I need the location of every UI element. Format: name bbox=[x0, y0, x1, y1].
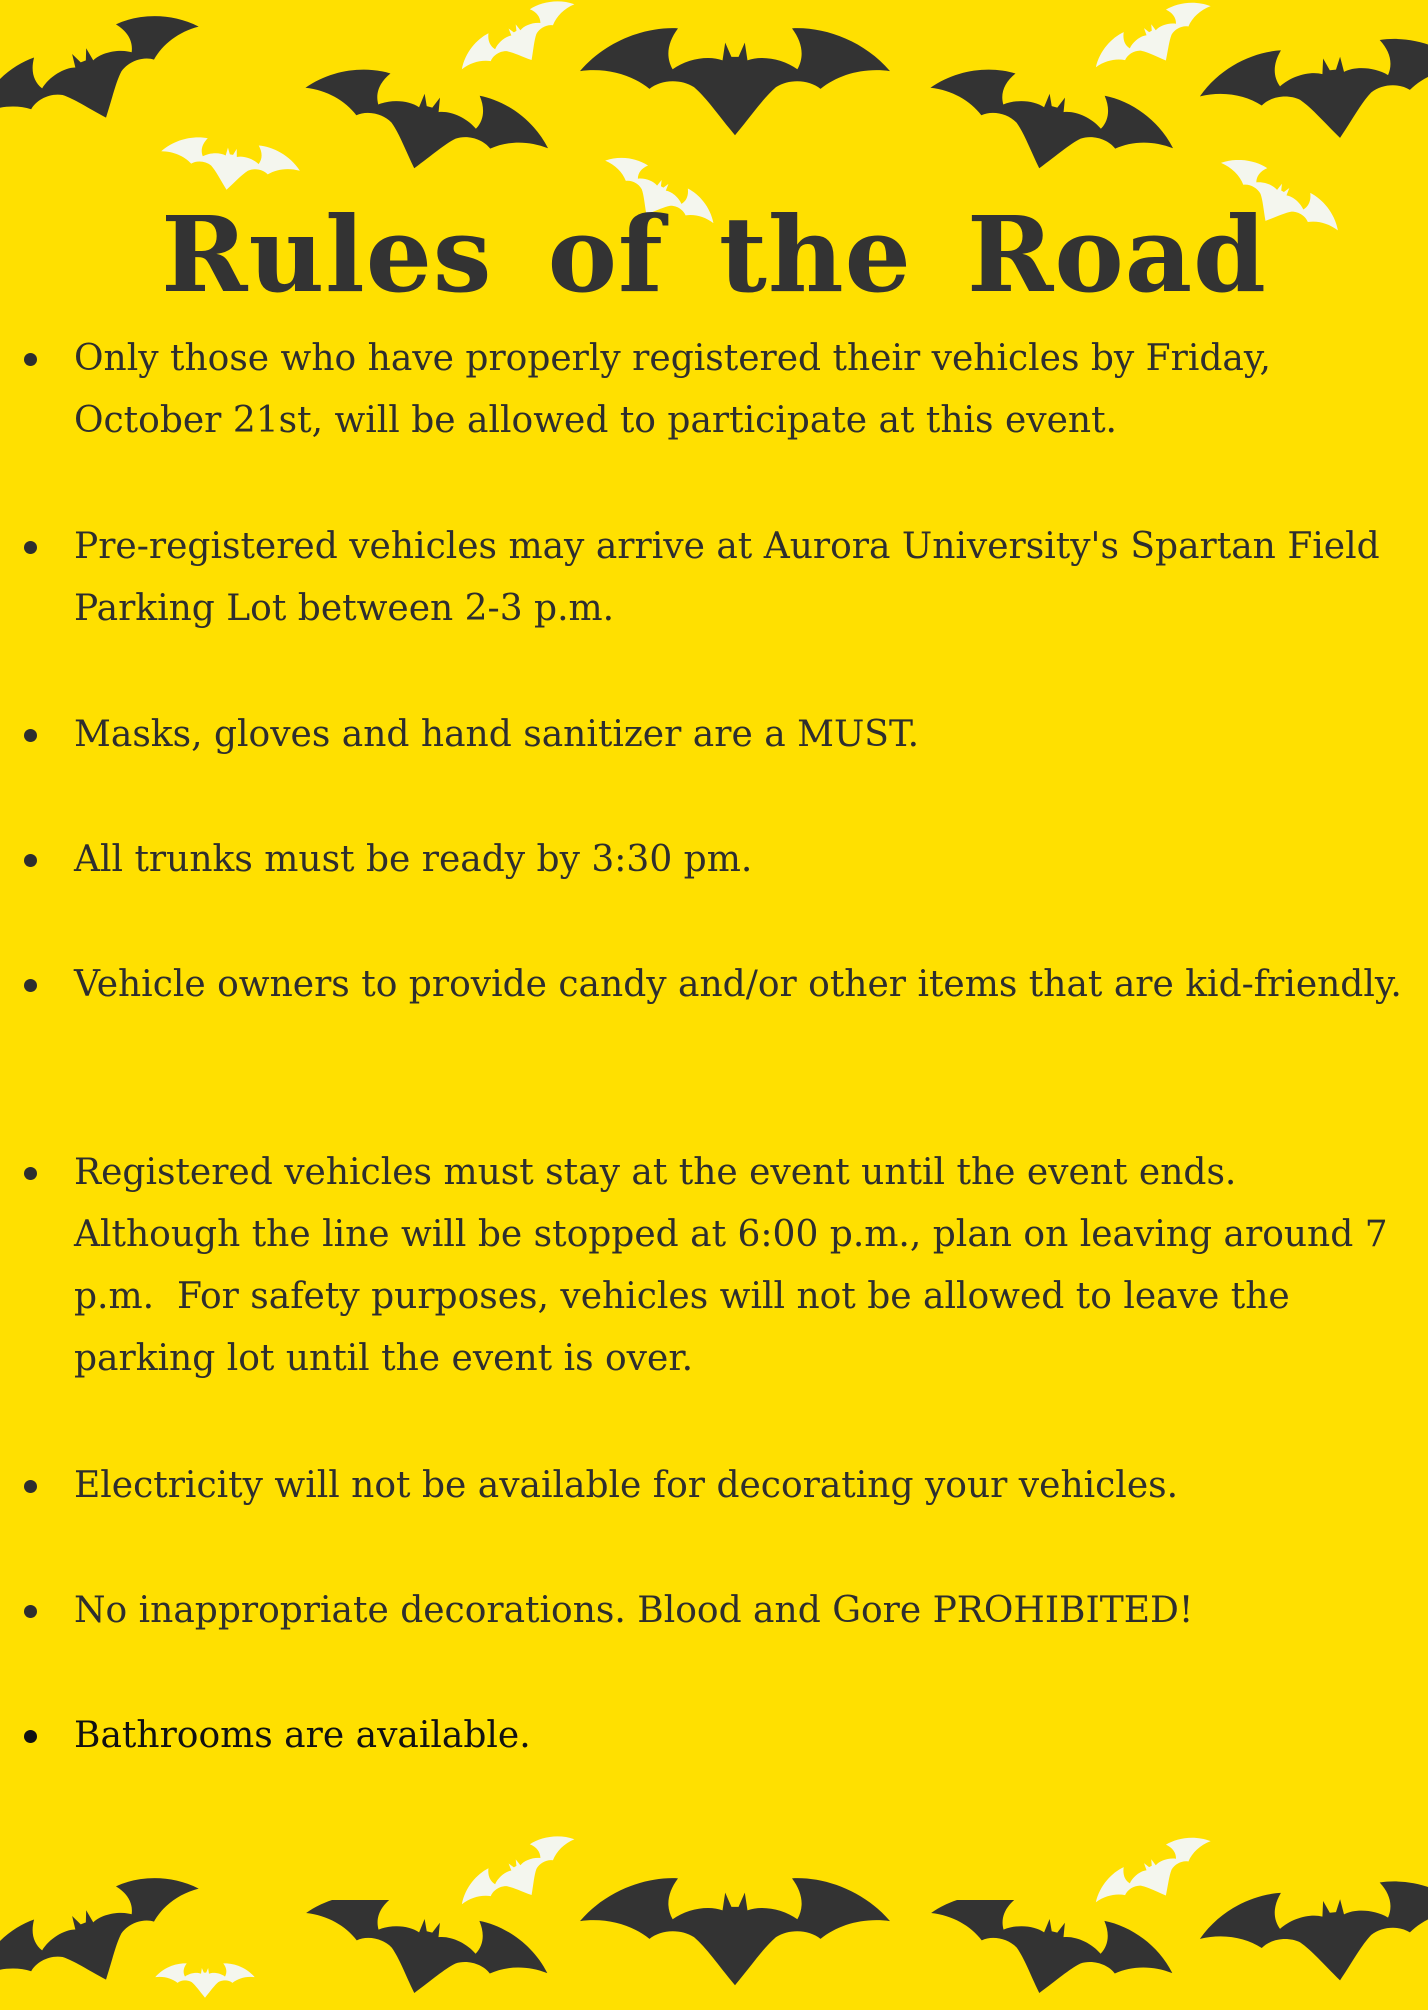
rule-text: Masks, gloves and hand sanitizer are a MUST. bbox=[74, 714, 920, 755]
bat-icon bbox=[580, 10, 890, 150]
list-item bbox=[0, 829, 1428, 891]
list-item bbox=[0, 1455, 1428, 1517]
bat-icon bbox=[300, 1900, 550, 2000]
bullet-icon bbox=[24, 353, 37, 366]
bullet-icon bbox=[24, 1480, 37, 1493]
bat-icon bbox=[1200, 20, 1428, 160]
bat-icon bbox=[455, 1835, 585, 1915]
bullet-icon bbox=[24, 854, 37, 867]
list-item bbox=[0, 1705, 1428, 1767]
bat-icon bbox=[1200, 1865, 1428, 2000]
bullet-icon bbox=[24, 1605, 37, 1618]
list-item bbox=[0, 1142, 1428, 1390]
bat-icon bbox=[150, 1960, 260, 2000]
bullet-icon bbox=[24, 979, 37, 992]
bat-icon bbox=[455, 0, 585, 80]
rule-text: Only those who have properly registered their vehicles by Friday, October 21st, will be allowed to participate at this event. bbox=[74, 338, 1271, 441]
list-item bbox=[0, 328, 1428, 452]
list-item bbox=[0, 516, 1428, 640]
list-item bbox=[0, 954, 1428, 1016]
rule-text: Bathrooms are available. bbox=[74, 1715, 531, 1756]
bat-icon bbox=[1090, 1835, 1220, 1915]
rule-text: Vehicle owners to provide candy and/or other items that are kid-friendly. bbox=[74, 964, 1402, 1005]
rule-text: Pre-registered vehicles may arrive at Aurora University's Spartan Field Parking Lot between 2-3 p.m. bbox=[74, 526, 1380, 629]
list-item bbox=[0, 1580, 1428, 1642]
bat-icon bbox=[580, 1860, 890, 2000]
page-title: Rules of the Road bbox=[161, 193, 1267, 316]
rule-text: Electricity will not be available for decorating your vehicles. bbox=[74, 1465, 1179, 1506]
bullet-icon bbox=[24, 541, 37, 554]
bullet-icon bbox=[24, 1167, 37, 1180]
rule-text: All trunks must be ready by 3:30 pm. bbox=[74, 839, 753, 880]
rule-text: Registered vehicles must stay at the event until the event ends. Although the line will be stopped at 6:00 p.m., plan on leaving around 7 p.m. For safety purposes, vehicles will not be allowed to leave the parking lot until the event is over. bbox=[74, 1152, 1400, 1379]
rule-text: No inappropriate decorations. Blood and Gore PROHIBITED! bbox=[74, 1590, 1194, 1631]
bullet-icon bbox=[24, 729, 37, 742]
list-item bbox=[0, 704, 1428, 766]
bullet-icon bbox=[24, 1730, 37, 1743]
bat-icon bbox=[1090, 0, 1220, 80]
bat-icon bbox=[925, 1900, 1175, 2000]
